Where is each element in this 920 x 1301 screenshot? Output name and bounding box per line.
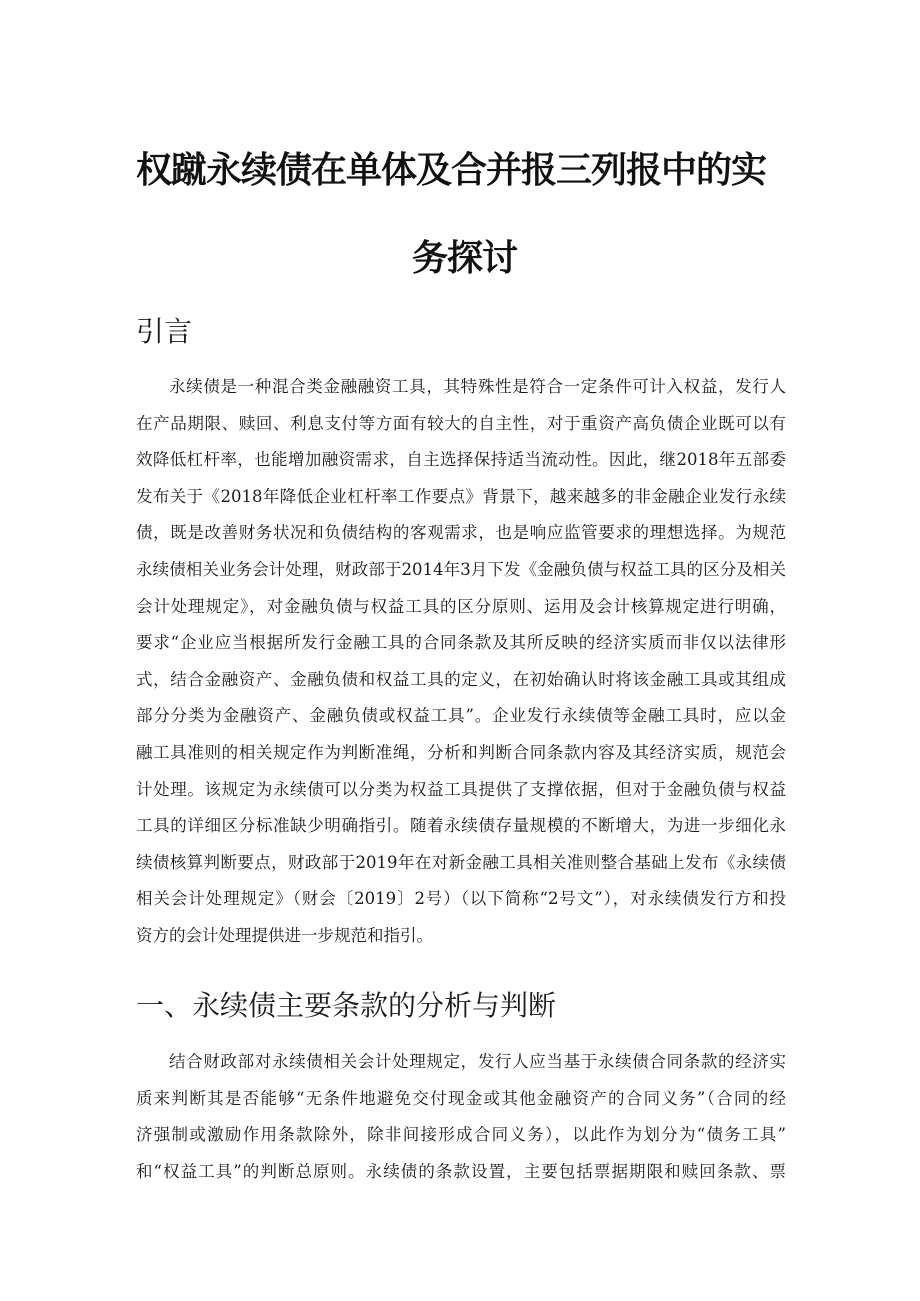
paragraph-line: 永续债是一种混合类金融融资工具，其特殊性是符合一定条件可计入权益，发行人 <box>169 377 786 396</box>
document-title-line-2: 务探讨 <box>412 238 518 279</box>
paragraph-line: 融工具准则的相关规定作为判断准绳，分析和判断合同条款内容及其经济实质，规范会 <box>136 742 786 762</box>
paragraph-line: 式，结合金融资产、金融负债和权益工具的定义，在初始确认时将该金融工具或其组成 <box>136 669 786 689</box>
section-1-paragraph <box>136 1044 786 1190</box>
paragraph-line: 续债核算判断要点，财政部于2019年在对新金融工具相关准则整合基础上发布《永续债 <box>136 852 786 872</box>
paragraph-line: 永续债相关业务会计处理，财政部于2014年3月下发《金融负债与权益工具的区分及相关 <box>136 559 786 579</box>
paragraph-line: 工具的详细区分标准缺少明确指引。随着永续债存量规模的不断增大，为进一步细化永 <box>136 816 786 836</box>
section-heading-intro: 引言 <box>136 315 193 348</box>
paragraph-line: 计处理。该规定为永续债可以分类为权益工具提供了支撑依据，但对于金融负债与权益 <box>136 779 786 799</box>
paragraph-line: 结合财政部对永续债相关会计处理规定，发行人应当基于永续债合同条款的经济实 <box>169 1052 786 1071</box>
paragraph-line: 资方的会计处理提供进一步规范和指引。 <box>136 925 433 945</box>
paragraph-line: 济强制或激励作用条款除外，除非间接形成合同义务），以此作为划分为“债务工具” <box>136 1125 786 1145</box>
paragraph-line: 质来判断其是否能够“无条件地避免交付现金或其他金融资产的合同义务”（合同的经 <box>136 1088 786 1108</box>
paragraph-line: 部分分类为金融资产、金融负债或权益工具”。企业发行永续债等金融工具时，应以金 <box>136 706 786 726</box>
paragraph-line: 和“权益工具”的判断总原则。永续债的条款设置，主要包括票据期限和赎回条款、票 <box>136 1161 786 1181</box>
paragraph-line: 相关会计处理规定》（财会〔2019〕2号）（以下简称“2号文”），对永续债发行方和投 <box>136 889 786 909</box>
intro-paragraph <box>136 369 786 955</box>
paragraph-line: 效降低杠杆率，也能增加融资需求，自主选择保持适当流动性。因此，继2018年五部委 <box>136 450 786 470</box>
document-title-line-1: 权蹴永续债在单体及合并报三列报中的实 <box>136 150 767 191</box>
paragraph-line: 发布关于《2018年降低企业杠杆率工作要点》背景下，越来越多的非金融企业发行永续 <box>136 486 786 506</box>
paragraph-line: 在产品期限、赎回、利息支付等方面有较大的自主性，对于重资产高负债企业既可以有 <box>136 413 786 433</box>
paragraph-line: 债，既是改善财务状况和负债结构的客观需求，也是响应监管要求的理想选择。为规范 <box>136 523 786 543</box>
paragraph-line: 要求“企业应当根据所发行金融工具的合同条款及其所反映的经济实质而非仅以法律形 <box>136 633 786 653</box>
paragraph-line: 会计处理规定》，对金融负债与权益工具的区分原则、运用及会计核算规定进行明确， <box>136 596 786 616</box>
section-heading-1: 一、永续债主要条款的分析与判断 <box>136 989 557 1022</box>
